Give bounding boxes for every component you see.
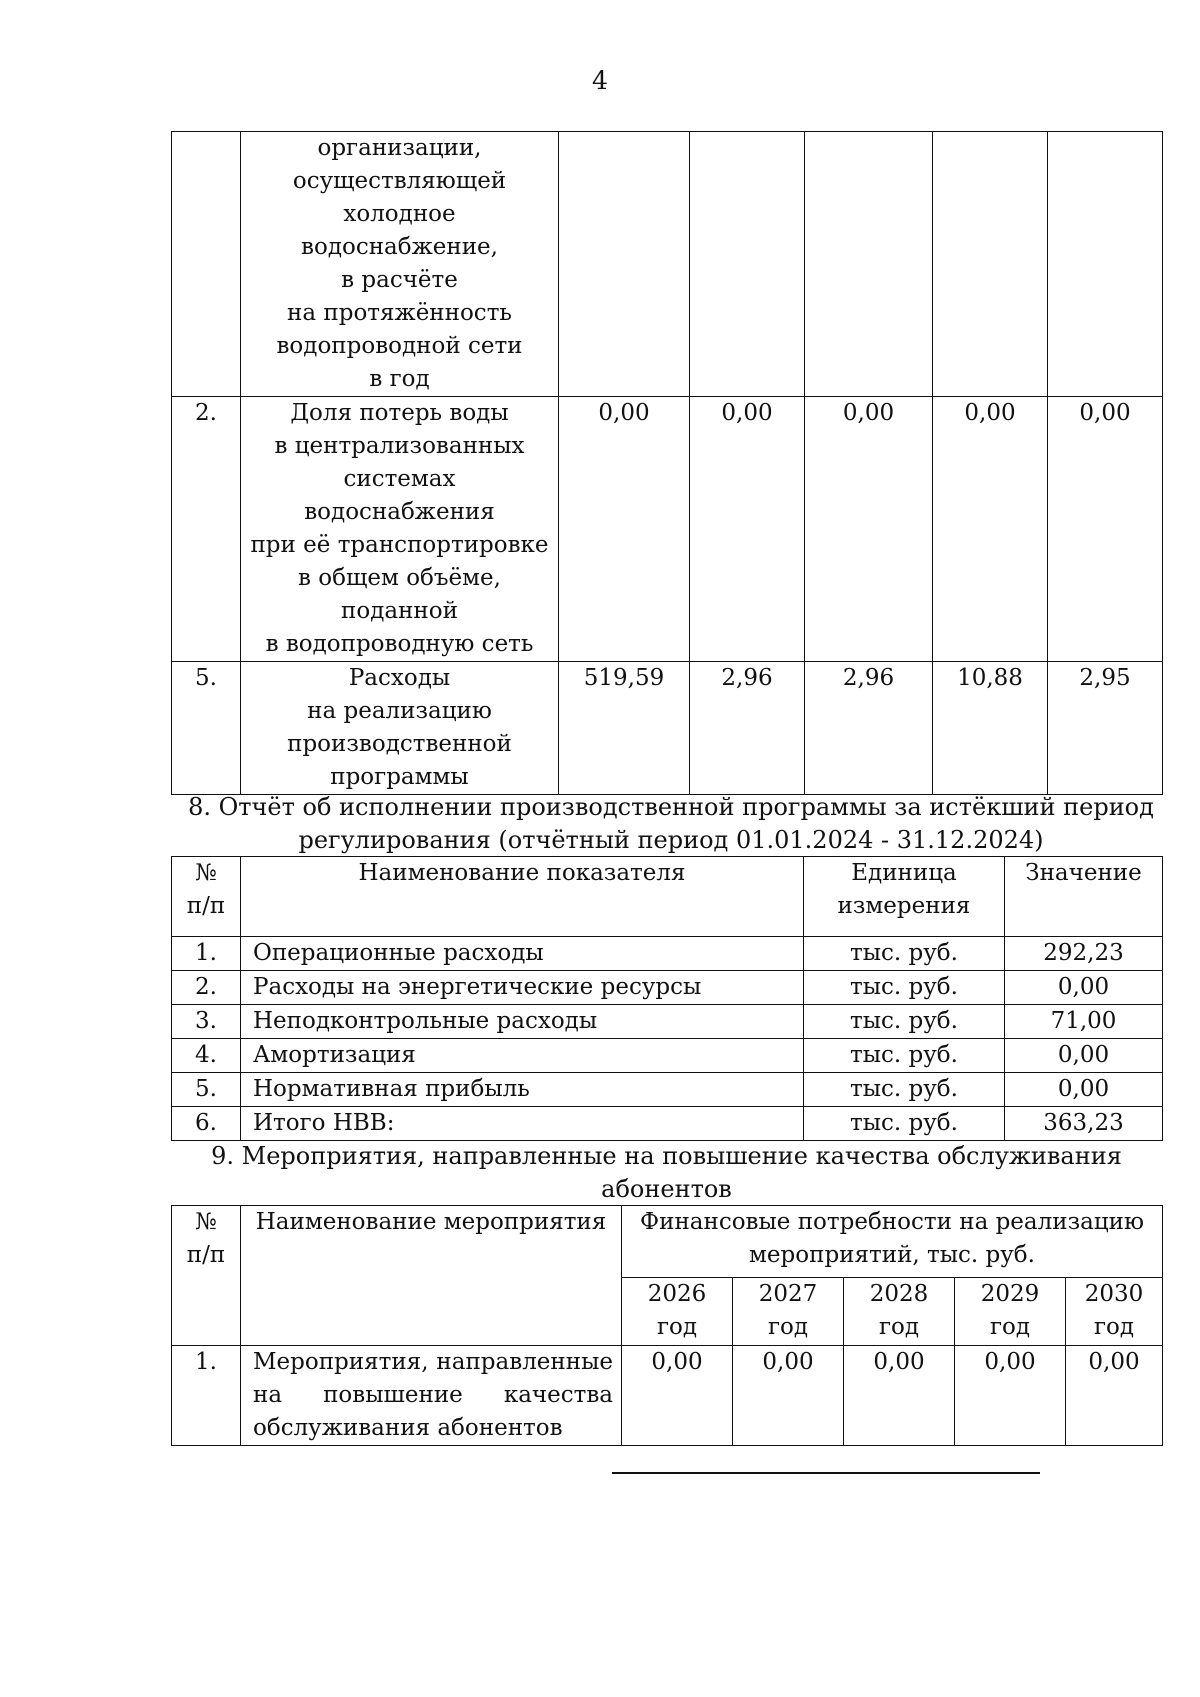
indicator-line: на протяжённость xyxy=(287,300,512,326)
measure-line: Мероприятия, направленные xyxy=(253,1349,613,1375)
value-cell: 2,96 xyxy=(690,662,805,795)
row-number: 3. xyxy=(172,1005,241,1039)
indicator-line: осуществляющей xyxy=(292,168,507,194)
year-column-header xyxy=(622,1278,733,1346)
value-column-header: Значение xyxy=(1005,857,1163,937)
table-row xyxy=(172,1005,1163,1039)
year-suffix: год xyxy=(1093,1314,1135,1340)
unit-cell: тыс. руб. xyxy=(804,1039,1005,1073)
table-row xyxy=(172,1107,1163,1141)
indicator-name: Неподконтрольные расходы xyxy=(241,1005,804,1039)
value-cell: 519,59 xyxy=(559,662,690,795)
number-column-header xyxy=(172,857,241,937)
indicator-name xyxy=(241,132,559,397)
year-column-header xyxy=(733,1278,844,1346)
measure-line: на повышение качества xyxy=(253,1382,613,1408)
indicator-name xyxy=(241,397,559,662)
table-row xyxy=(172,397,1163,662)
value-cell: 10,88 xyxy=(933,662,1048,795)
indicator-name: Итого НВВ: xyxy=(241,1107,804,1141)
unit-cell: тыс. руб. xyxy=(804,1073,1005,1107)
value-cell: 0,00 xyxy=(622,1346,733,1446)
header-line: п/п xyxy=(186,1242,226,1268)
year-suffix: год xyxy=(767,1314,809,1340)
value-cell xyxy=(933,132,1048,397)
indicator-line: в водопроводную сеть xyxy=(265,631,534,657)
unit-cell: тыс. руб. xyxy=(804,1107,1005,1141)
header-line: мероприятий, тыс. руб. xyxy=(749,1242,1035,1268)
section-9-title-line: 9. Мероприятия, направленные на повышение качества обслуживания xyxy=(211,1142,1122,1170)
indicator-line: при её транспортировке xyxy=(250,532,549,558)
header-line: Финансовые потребности на реализацию xyxy=(640,1209,1144,1235)
table-header-row xyxy=(172,857,1163,937)
value-cell: 0,00 xyxy=(1048,397,1163,662)
unit-cell: тыс. руб. xyxy=(804,971,1005,1005)
closing-rule-divider xyxy=(612,1472,1040,1474)
year-column-header xyxy=(955,1278,1066,1346)
value-cell: 0,00 xyxy=(1005,1039,1163,1073)
measures-table xyxy=(171,1205,1163,1446)
page-number: 4 xyxy=(592,66,608,95)
year-column-header xyxy=(1066,1278,1163,1346)
year-label: 2030 xyxy=(1084,1281,1144,1307)
unit-column-header xyxy=(804,857,1005,937)
measure-name xyxy=(241,1346,622,1446)
year-column-header xyxy=(844,1278,955,1346)
header-line: № xyxy=(195,860,217,886)
value-cell: 0,00 xyxy=(733,1346,844,1446)
row-number: 5. xyxy=(172,662,241,795)
header-line: Единица xyxy=(851,860,957,886)
value-cell: 0,00 xyxy=(844,1346,955,1446)
indicator-line: водопроводной сети xyxy=(276,333,523,359)
value-cell: 0,00 xyxy=(559,397,690,662)
indicators-table xyxy=(171,131,1163,795)
indicator-name xyxy=(241,662,559,795)
indicator-line: холодное xyxy=(343,201,456,227)
value-cell xyxy=(805,132,933,397)
value-cell: 71,00 xyxy=(1005,1005,1163,1039)
row-number: 5. xyxy=(172,1073,241,1107)
value-cell: 0,00 xyxy=(1005,971,1163,1005)
row-number: 1. xyxy=(172,937,241,971)
value-cell: 0,00 xyxy=(933,397,1048,662)
value-cell xyxy=(690,132,805,397)
indicator-line: организации, xyxy=(317,135,482,161)
finance-column-header xyxy=(622,1206,1163,1278)
indicator-name: Операционные расходы xyxy=(241,937,804,971)
row-number: 2. xyxy=(172,971,241,1005)
value-cell xyxy=(1048,132,1163,397)
value-cell: 292,23 xyxy=(1005,937,1163,971)
year-label: 2026 xyxy=(647,1281,707,1307)
unit-cell: тыс. руб. xyxy=(804,1005,1005,1039)
header-line: № xyxy=(195,1209,217,1235)
indicator-line: Доля потерь воды xyxy=(290,400,509,426)
year-label: 2027 xyxy=(758,1281,818,1307)
indicator-name: Нормативная прибыль xyxy=(241,1073,804,1107)
section-8-title-line: 8. Отчёт об исполнении производственной программы за истёкший период xyxy=(188,793,1154,821)
indicator-line: в год xyxy=(369,366,430,392)
row-number: 1. xyxy=(172,1346,241,1446)
value-cell: 0,00 xyxy=(1066,1346,1163,1446)
indicator-line: системах xyxy=(343,466,456,492)
section-9-title-line: абонентов xyxy=(601,1175,732,1203)
indicator-line: поданной xyxy=(341,598,458,624)
section-8-title-line: регулирования (отчётный период 01.01.2024 - 31.12.2024) xyxy=(298,826,1044,854)
table-row xyxy=(172,937,1163,971)
row-number: 4. xyxy=(172,1039,241,1073)
row-number xyxy=(172,132,241,397)
header-line: п/п xyxy=(186,893,226,919)
row-number: 2. xyxy=(172,397,241,662)
value-cell: 2,96 xyxy=(805,662,933,795)
year-label: 2029 xyxy=(980,1281,1040,1307)
indicator-line: водоснабжения xyxy=(304,499,495,525)
unit-cell: тыс. руб. xyxy=(804,937,1005,971)
value-cell: 2,95 xyxy=(1048,662,1163,795)
report-table xyxy=(171,856,1163,1141)
table-row xyxy=(172,132,1163,397)
value-cell: 0,00 xyxy=(805,397,933,662)
indicator-line: в общем объёме, xyxy=(298,565,501,591)
indicator-line: на реализацию xyxy=(307,698,492,724)
table-row xyxy=(172,1073,1163,1107)
table-header-row xyxy=(172,1206,1163,1278)
indicator-line: водоснабжение, xyxy=(301,234,498,260)
measure-name-column-header: Наименование мероприятия xyxy=(241,1206,622,1346)
indicator-line: программы xyxy=(330,764,469,790)
year-suffix: год xyxy=(989,1314,1031,1340)
year-label: 2028 xyxy=(869,1281,929,1307)
indicator-line: в централизованных xyxy=(274,433,525,459)
number-column-header xyxy=(172,1206,241,1346)
indicator-line: Расходы xyxy=(348,665,451,691)
year-suffix: год xyxy=(878,1314,920,1340)
value-cell: 0,00 xyxy=(690,397,805,662)
measure-line: обслуживания абонентов xyxy=(253,1415,563,1441)
indicator-name: Расходы на энергетические ресурсы xyxy=(241,971,804,1005)
value-cell: 0,00 xyxy=(1005,1073,1163,1107)
header-line: измерения xyxy=(837,893,971,919)
table-row xyxy=(172,1346,1163,1446)
table-row xyxy=(172,1039,1163,1073)
value-cell: 0,00 xyxy=(955,1346,1066,1446)
year-suffix: год xyxy=(656,1314,698,1340)
value-cell xyxy=(559,132,690,397)
table-row xyxy=(172,662,1163,795)
indicator-line: в расчёте xyxy=(341,267,458,293)
indicator-name: Амортизация xyxy=(241,1039,804,1073)
row-number: 6. xyxy=(172,1107,241,1141)
section-9-title xyxy=(171,1140,1162,1206)
name-column-header: Наименование показателя xyxy=(241,857,804,937)
indicator-line: производственной xyxy=(287,731,512,757)
value-cell: 363,23 xyxy=(1005,1107,1163,1141)
section-8-title xyxy=(171,791,1171,857)
table-row xyxy=(172,971,1163,1005)
